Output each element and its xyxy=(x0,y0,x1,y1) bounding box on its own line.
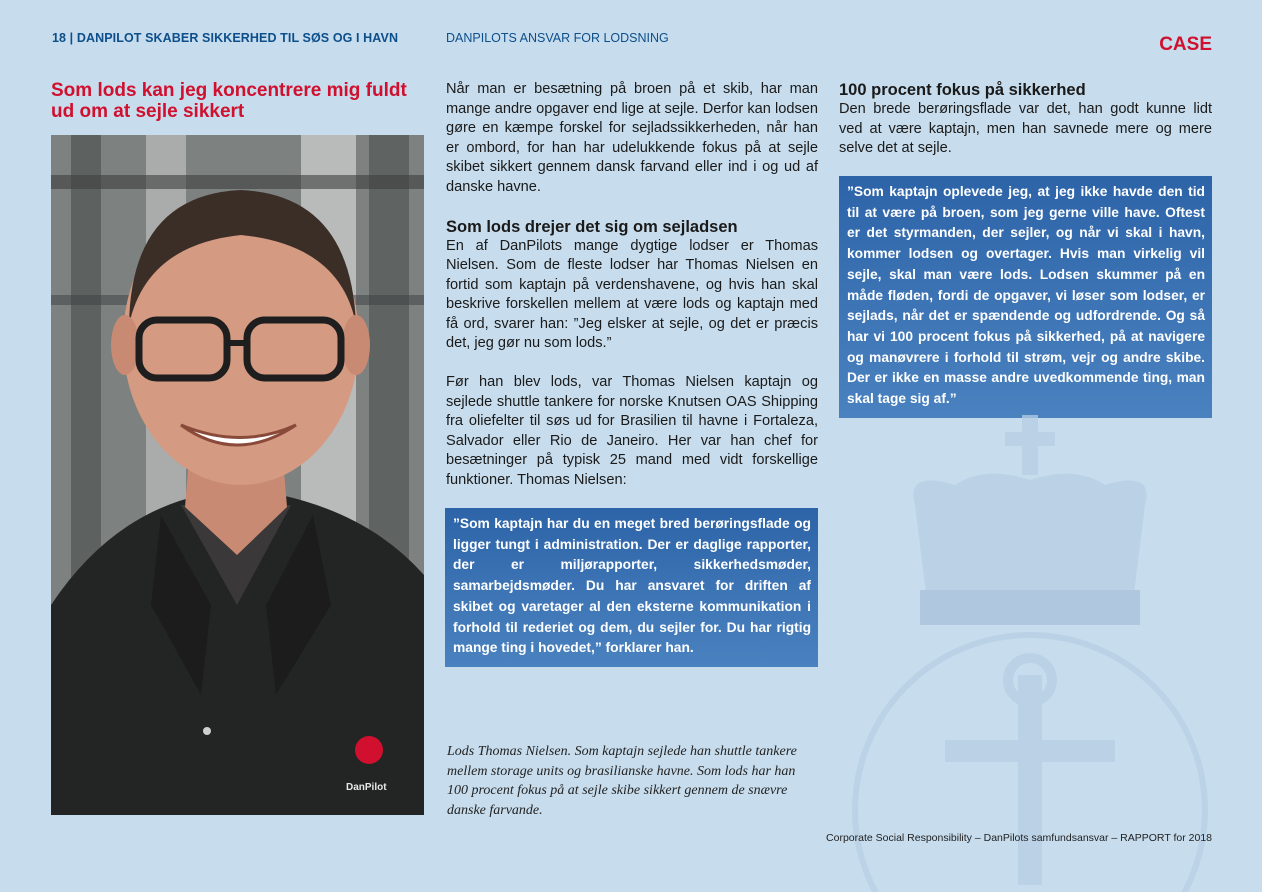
body-paragraph: Den brede berøringsflade var det, han godt kunne lidt ved at være kaptajn, men han savnede mere og mere selve det at sejle. xyxy=(839,101,1212,156)
intro-paragraph: Når man er besætning på broen på et skib, har man mange andre opgaver end lige at sejle. Derfor kan lodsen gøre en kæmpe forskel for sejladssikkerheden, når han er ombord, for han har udelukkende fokus på at sejle skibet sikkert gennem dansk farvand eller ind i og ud af danske havne. xyxy=(446,81,818,195)
portrait-photo xyxy=(51,135,424,815)
section-heading-sikkerhed: 100 procent fokus på sikkerhed xyxy=(839,81,1086,99)
column-right xyxy=(839,80,1212,159)
photo-caption: Lods Thomas Nielsen. Som kaptajn sejlede han shuttle tankere mellem storage units og brasilianske havne. Som lods har han 100 procent fokus på at sejle skibe sikkert gennem de snævre danske farvande. xyxy=(447,744,797,818)
body-paragraph: Før han blev lods, var Thomas Nielsen kaptajn og sejlede shuttle tankere for norske Knutsen OAS Shipping fra oliefelter til søs ud for Brasilien til havne i Fortaleza, Salvador eller Rio de Janeiro. Her var han chef for besætninger på typisk 25 mand med vidt forskellige funktioner. Thomas Nielsen: xyxy=(446,374,818,488)
crown-anchor-watermark xyxy=(845,410,1215,892)
page-footer: Corporate Social Responsibility – DanPilots samfundsansvar – RAPPORT for 2018 xyxy=(826,832,1212,844)
pull-quote-lods: ”Som kaptajn oplevede jeg, at jeg ikke havde den tid til at være på broen, som jeg gerne ville have. Oftest er det styrmanden, der sejler, og når vi skal i havn, kommer lodsen og overtager. Hvis man virkelig vil sejle, skal man være lods. Lodsen skummer på en måde fløden, fordi de opgaver, vi løser som lodser, er sejlads, når det er spændende og udfordrende. Og så har vi 100 procent fokus på sikkerhed, på at navigere og manøvrere i forhold til strøm, vejr og andre skibe. Der er ikke en masse andre uvedkommende ting, man skal tage sig af.” xyxy=(839,176,1212,418)
column-middle xyxy=(446,80,818,490)
case-tag: CASE xyxy=(1159,34,1212,55)
page-header-section: 18 | DANPILOT SKABER SIKKERHED TIL SØS OG I HAVN xyxy=(52,31,399,45)
section-heading-sejlads: Som lods drejer det sig om sejladsen xyxy=(446,217,738,236)
photo-logo-text: DanPilot xyxy=(346,782,387,793)
article-headline: Som lods kan jeg koncentrere mig fuldt ud om at sejle sikkert xyxy=(51,80,407,122)
body-paragraph: En af DanPilots mange dygtige lodser er Thomas Nielsen. Som de fleste lodser har Thomas Nielsen en fortid som kaptajn på verdenshavene, og hvis han skal beskrive forskellen mellem at være lods og kaptajn med få ord, svarer han: ”Jeg elsker at sejle, og det er præcis det, jeg gør nu som lods.” xyxy=(446,237,818,351)
page-header-title: DANPILOTS ANSVAR FOR LODSNING xyxy=(446,31,669,45)
pull-quote-administration: ”Som kaptajn har du en meget bred berøringsflade og ligger tungt i administration. Der er daglige rapporter, der er miljørapporter, sikkerhedsmøder, samarbejdsmøder. Du har ansvaret for driften af skibet og varetager al den eksterne kommunikation i forhold til rederiet og dem, du sejler for. Du har rigtig mange ting i hovedet,” forklarer han. xyxy=(445,508,818,667)
